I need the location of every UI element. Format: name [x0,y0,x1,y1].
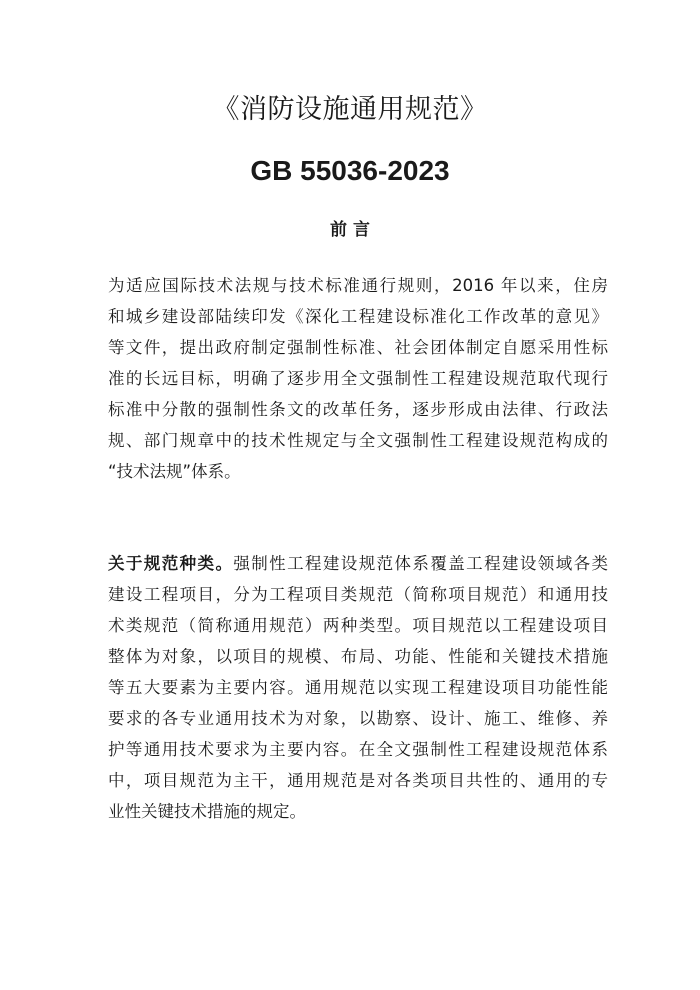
paragraph-line: 和城乡建设部陆续印发《深化工程建设标准化工作改革的意见》 [108,307,608,326]
paragraph-line: 准的长远目标，明确了逐步用全文强制性工程建设规范取代现行 [108,369,608,388]
document-title: 《消防设施通用规范》 [212,94,488,125]
paragraph-line: 为适应国际技术法规与技术标准通行规则，2016 年以来，住房 [108,276,608,295]
paragraph-lead: 关于规范种类。 [108,554,234,573]
paragraph-line: 护等通用技术要求为主要内容。在全文强制性工程建设规范体系 [108,740,608,759]
preface-heading: 前 言 [330,220,370,240]
paragraph-line: “技术法规”体系。 [108,462,241,481]
standard-code: GB 55036-2023 [250,155,450,186]
paragraph-spec-types [108,548,608,827]
paragraph-line: 中，项目规范为主干，通用规范是对各类项目共性的、通用的专 [108,771,608,790]
paragraph-line: 规、部门规章中的技术性规定与全文强制性工程建设规范构成的 [108,431,608,450]
paragraph-line: 术类规范（简称通用规范）两种类型。项目规范以工程建设项目 [108,616,608,635]
paragraph-line: 等五大要素为主要内容。通用规范以实现工程建设项目功能性能 [108,678,608,697]
paragraph-line: 业性关键技术措施的规定。 [108,802,306,821]
paragraph-line-rest: 强制性工程建设规范体系覆盖工程建设领域各类 [233,554,609,573]
paragraph-line: 等文件，提出政府制定强制性标准、社会团体制定自愿采用性标 [108,338,608,357]
paragraph-line: 要求的各专业通用技术为对象，以勘察、设计、施工、维修、养 [108,709,608,728]
paragraph-line: 整体为对象，以项目的规模、布局、功能、性能和关键技术措施 [108,647,608,666]
paragraph-intro [108,270,608,487]
paragraph-line [108,548,608,579]
paragraph-line: 建设工程项目，分为工程项目类规范（简称项目规范）和通用技 [108,585,608,604]
paragraph-line: 标准中分散的强制性条文的改革任务，逐步形成由法律、行政法 [108,400,608,419]
